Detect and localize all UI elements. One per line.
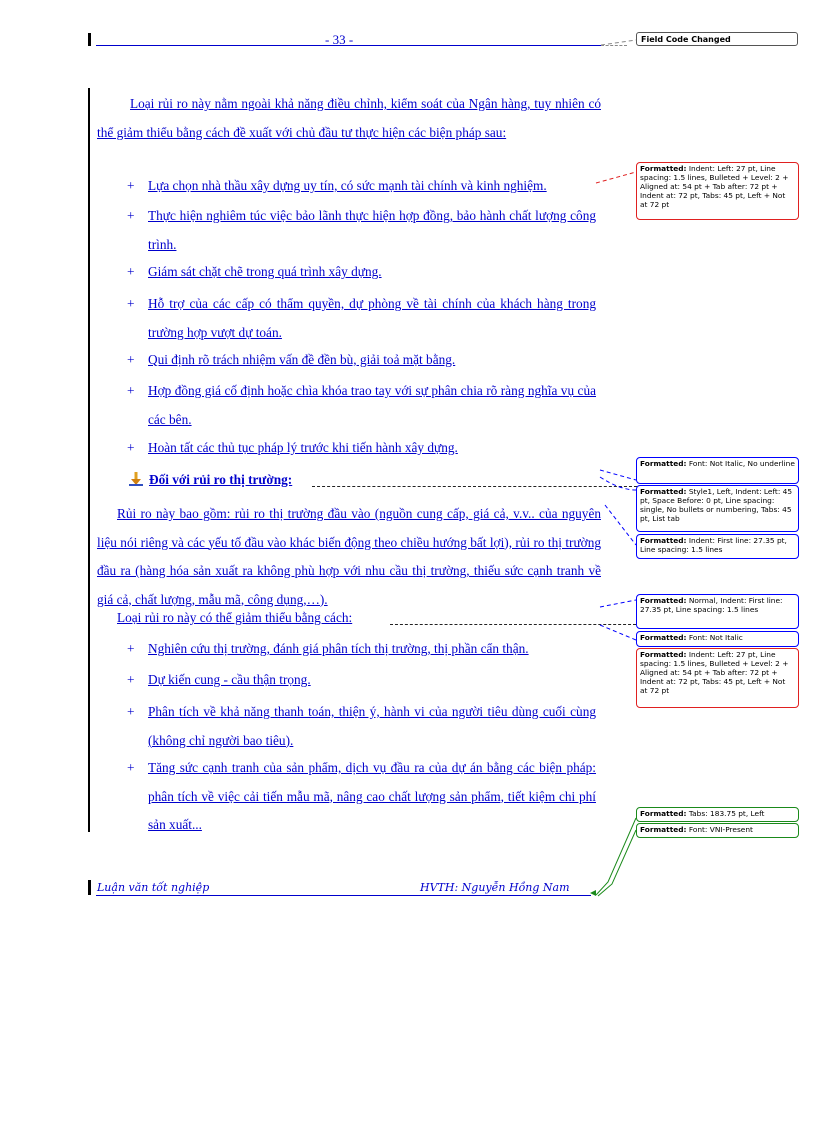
list-item: + Hoàn tất các thủ tục pháp lý trước khi tiến hành xây dựng.: [127, 434, 602, 462]
format-balloon[interactable]: Formatted: Tabs: 183.75 pt, Left: [636, 807, 799, 822]
list-item: + Phân tích về khả năng thanh toán, thiện ý, hành vi của người tiêu dùng cuối cùng (không chỉ người bao tiêu).: [127, 698, 602, 754]
list-item: + Dự kiến cung - cầu thận trọng.: [127, 666, 602, 694]
bullet-plus: +: [127, 178, 135, 193]
format-balloon[interactable]: Formatted: Font: VNI-Present: [636, 823, 799, 838]
list-item: + Hỗ trợ của các cấp có thẩm quyền, dự phòng về tài chính của khách hàng trong trường hợp vượt dự toán.: [127, 290, 602, 346]
format-balloon[interactable]: Formatted: Font: Not Italic: [636, 631, 799, 647]
list-item: + Thực hiện nghiêm túc việc bảo lãnh thực hiện hợp đồng, bảo hành chất lượng công trình.: [127, 202, 602, 258]
list-item: + Nghiên cứu thị trường, đánh giá phân tích thị trường, thị phần cẩn thận.: [127, 635, 602, 663]
format-balloon[interactable]: Formatted: Indent: Left: 27 pt, Line spacing: 1.5 lines, Bulleted + Level: 2 + Aligned at: 54 pt + Tab after: 72 pt + Indent at: 72 pt, Tabs: 45 pt, Left + Not at 72 pt: [636, 648, 799, 708]
bullet-plus: +: [127, 641, 135, 656]
bullet-plus: +: [127, 440, 135, 455]
footer-author: HVTH: Nguyễn Hồng Nam: [420, 881, 570, 894]
field-code-balloon[interactable]: Field Code Changed: [636, 32, 798, 46]
bullet-plus: +: [127, 704, 135, 719]
market-risk-paragraph: Rủi ro này bao gồm: rủi ro thị trường đầu vào (nguồn cung cấp, giá cả, v.v.. của nguyên liệu nói riêng và các yếu tố đầu vào khác biến động theo chiều hướng bất lợi), rủi ro thị trường đầu ra (hàng hóa sản xuất ra không phù hợp với nhu cầu thị trường, thiếu sức cạnh tranh về giá cả, chất lượng, mẫu mã, công dụng,…).: [97, 506, 601, 607]
bullet-plus: +: [127, 760, 135, 775]
format-balloon[interactable]: Formatted: Indent: Left: 27 pt, Line spacing: 1.5 lines, Bulleted + Level: 2 + Aligned at: 54 pt + Tab after: 72 pt + Indent at: 72 pt, Tabs: 45 pt, Left + Not at 72 pt: [636, 162, 799, 220]
footer-thesis-label: Luận văn tốt nghiệp: [97, 881, 210, 894]
bullet-plus: +: [127, 383, 135, 398]
footer-rule: [96, 895, 591, 896]
reduce-intro: Loại rủi ro này có thể giảm thiểu bằng cách:: [117, 610, 353, 625]
list-item: + Hợp đồng giá cố định hoặc chìa khóa trao tay với sự phân chia rõ ràng nghĩa vụ của các bên.: [127, 377, 602, 433]
format-balloon[interactable]: Formatted: Style1, Left, Indent: Left: 45 pt, Space Before: 0 pt, Line spacing: single, No bullets or numbering, Tabs: 45 pt, List tab: [636, 485, 799, 532]
bullet-plus: +: [127, 296, 135, 311]
list-item: + Tăng sức cạnh tranh của sản phẩm, dịch vụ đầu ra của dự án bằng các biện pháp: phân tích về việc cải tiến mẫu mã, nâng cao chất lượng sản phẩm, tiết kiệm chi phí sản xuất...: [127, 754, 602, 838]
page-number: - 33 -: [325, 32, 354, 47]
format-balloon[interactable]: Formatted: Indent: First line: 27.35 pt, Line spacing: 1.5 lines: [636, 534, 799, 559]
intro-paragraph: Loại rủi ro này nằm ngoài khả năng điều chỉnh, kiểm soát của Ngân hàng, tuy nhiên có thể giảm thiểu bằng cách đề xuất với chủ đầu tư thực hiện các biện pháp sau:: [97, 96, 601, 140]
list-item: + Qui định rõ trách nhiệm vấn đề đền bù, giải toả mặt bằng.: [127, 346, 602, 374]
section-heading: Đối với rủi ro thị trường:: [149, 472, 293, 487]
list-item: + Lựa chọn nhà thầu xây dựng uy tín, có sức mạnh tài chính và kinh nghiệm.: [127, 172, 602, 200]
bullet-plus: +: [127, 264, 135, 279]
bullet-plus: +: [127, 672, 135, 687]
format-balloon[interactable]: Formatted: Font: Not Italic, No underline: [636, 457, 799, 484]
footer-change-bar: [88, 880, 91, 895]
format-balloon[interactable]: Formatted: Normal, Indent: First line: 27.35 pt, Line spacing: 1.5 lines: [636, 594, 799, 629]
bullet-plus: +: [127, 208, 135, 223]
list-item: + Giám sát chặt chẽ trong quá trình xây dựng.: [127, 258, 602, 286]
bullet-plus: +: [127, 352, 135, 367]
